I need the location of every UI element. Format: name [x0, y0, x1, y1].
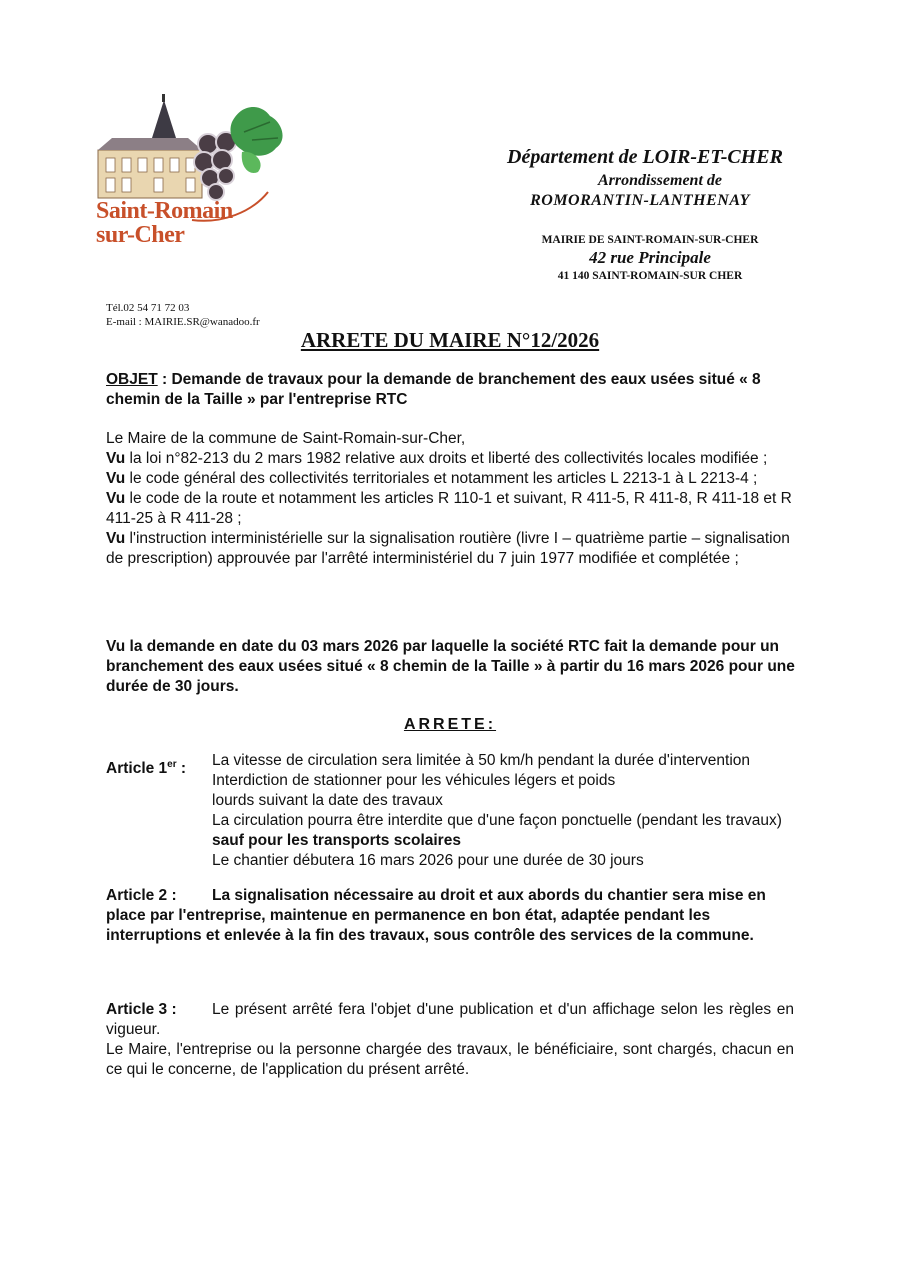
article1-line: La circulation pourra être interdite que d'une façon ponctuelle (pendant les travaux) sauf pour les transports scolaires: [212, 812, 782, 849]
logo-text-line2: sur-Cher: [96, 222, 185, 248]
article1-label: Article 1er :: [106, 759, 187, 778]
contact-phone: Tél.02 54 71 72 03: [106, 302, 190, 314]
departement: Département de LOIR-ET-CHER: [507, 146, 783, 168]
considerant-item: Vu la loi n°82-213 du 2 mars 1982 relative aux droits et liberté des collectivités locales modifiée ;: [106, 450, 768, 467]
considerants: [106, 429, 806, 569]
demande-paragraph: Vu la demande en date du 03 mars 2026 par laquelle la société RTC fait la demande pour un branchement des eaux usées situé « 8 chemin de la Taille » à partir du 16 mars 2026 pour une durée de 30 jours.: [106, 638, 795, 695]
mairie-name: MAIRIE DE SAINT-ROMAIN-SUR-CHER: [541, 234, 759, 246]
article1-line: lourds suivant la date des travaux: [212, 792, 443, 809]
article3-text: Le présent arrêté fera l'objet d'une publication et d'un affichage selon les règles en vigueur.: [106, 1001, 794, 1038]
article2-text: La signalisation nécessaire au droit et aux abords du chantier sera mise en place par l'entreprise, maintenue en permanence en bon état, adaptée pendant les interruptions et enlevée à la fin des travaux, sous contrôle des services de la commune.: [106, 887, 766, 944]
article1-line: La vitesse de circulation sera limitée à 50 km/h pendant la durée d'intervention: [212, 752, 751, 769]
considerant-item: Vu le code de la route et notamment les articles R 110-1 et suivant, R 411-5, R 411-8, R 411-18 et R 411-25 à R 411-28 ;: [106, 490, 792, 527]
article3-label: Article 3 :: [106, 1001, 177, 1018]
page-title: ARRETE DU MAIRE N°12/2026: [300, 328, 600, 352]
logo-leaf: [230, 107, 282, 156]
arrete-heading: ARRETE:: [403, 716, 497, 733]
considerant-intro: Le Maire de la commune de Saint-Romain-sur-Cher,: [106, 430, 466, 447]
objet-label: OBJET: [106, 371, 158, 388]
mairie-street: 42 rue Principale: [589, 248, 711, 267]
objet-text: : Demande de travaux pour la demande de branchement des eaux usées situé « 8 chemin de la Taille » par l'entreprise RTC: [106, 371, 761, 408]
article3-text2: Le Maire, l'entreprise ou la personne chargée des travaux, le bénéficiaire, sont chargés, chacun en ce qui le concerne, de l'application du présent arrêté.: [106, 1041, 794, 1078]
mairie-postal: 41 140 SAINT-ROMAIN-SUR CHER: [557, 270, 743, 282]
logo-text-line1: Saint-Romain: [96, 198, 233, 224]
objet-block: [106, 370, 806, 410]
article1-line: Le chantier débutera 16 mars 2026 pour une durée de 30 jours: [212, 852, 644, 869]
contact-email: E-mail : MAIRIE.SR@wanadoo.fr: [106, 316, 260, 328]
considerant-item: Vu l'instruction interministérielle sur la signalisation routière (livre I – quatrième partie – signalisation de prescription) approuvée par l'arrêté interministériel du 7 juin 1977 modifiée et complétée ;: [106, 530, 790, 567]
logo-roof: [98, 138, 202, 150]
article2: [106, 886, 796, 946]
logo-steeple: [152, 100, 176, 138]
article1-content: [212, 751, 812, 871]
considerant-item: Vu le code général des collectivités territoriales et notamment les articles L 2213-1 à L 2213-4 ;: [106, 470, 758, 487]
article1-line: Interdiction de stationner pour les véhicules légers et poids: [212, 772, 616, 789]
arrondissement: Arrondissement de: [597, 172, 722, 189]
arrondissement-ville: ROMORANTIN-LANTHENAY: [530, 192, 750, 209]
article3: [106, 1000, 794, 1080]
article2-label: Article 2 :: [106, 887, 177, 904]
